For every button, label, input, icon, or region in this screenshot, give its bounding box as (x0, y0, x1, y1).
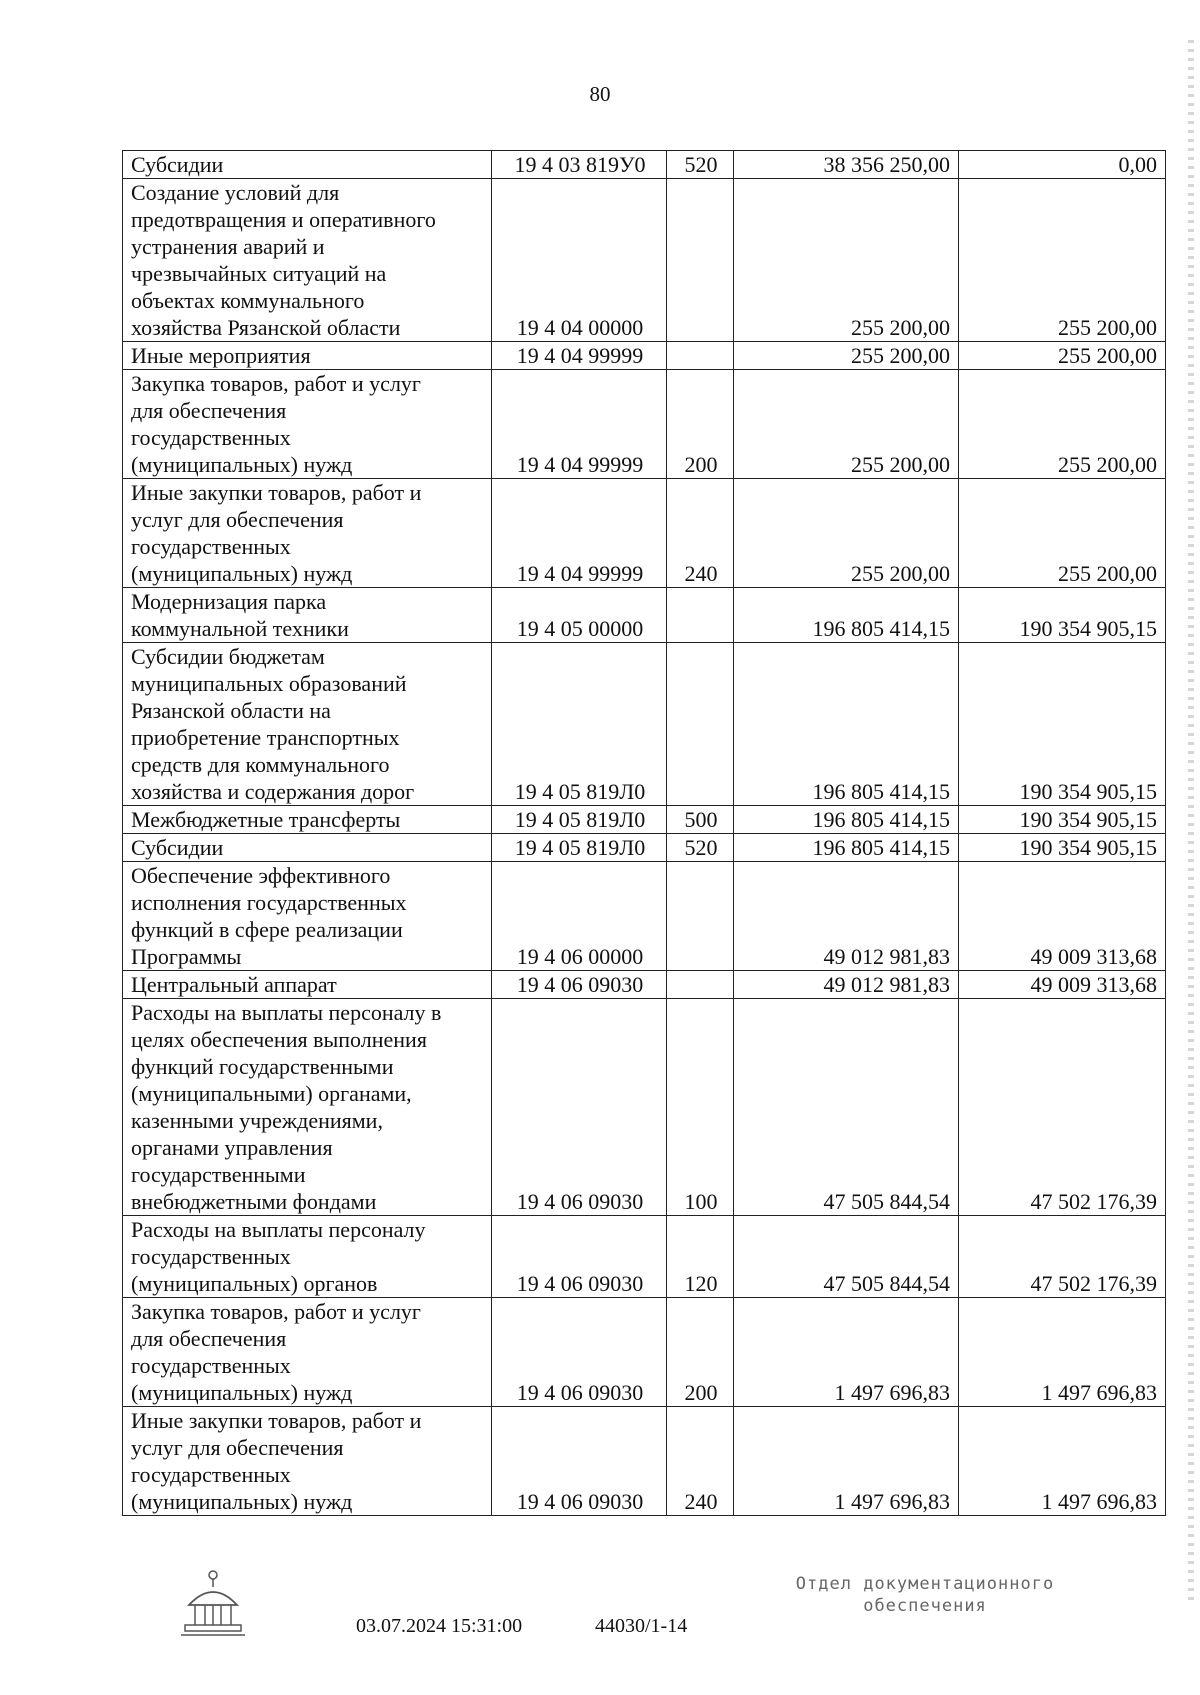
table-row (123, 971, 1166, 999)
row-name (123, 999, 492, 1216)
row-name (123, 179, 492, 342)
row-code: 19 4 05 819Л0 (492, 806, 667, 834)
row-name (123, 479, 492, 588)
table-row (123, 862, 1166, 971)
row-amount-2: 255 200,00 (959, 479, 1166, 588)
row-amount-2: 190 354 905,15 (959, 588, 1166, 643)
budget-table (122, 150, 1166, 1516)
row-amount-1: 196 805 414,15 (734, 588, 959, 643)
row-code: 19 4 04 99999 (492, 342, 667, 370)
row-code: 19 4 06 09030 (492, 1407, 667, 1516)
row-name-text: Иные закупки товаров, работ и услуг для обеспечения государственных (муниципальных) нужд (131, 480, 422, 586)
row-amount-1: 255 200,00 (734, 179, 959, 342)
row-name-text: Модернизация парка коммунальной техники (131, 589, 349, 641)
row-amount-1: 255 200,00 (734, 342, 959, 370)
row-amount-1: 1 497 696,83 (734, 1407, 959, 1516)
row-amount-2: 255 200,00 (959, 342, 1166, 370)
row-amount-1: 196 805 414,15 (734, 806, 959, 834)
row-amount-2: 47 502 176,39 (959, 1216, 1166, 1298)
row-expense-type (667, 971, 734, 999)
row-expense-type (667, 862, 734, 971)
row-expense-type: 200 (667, 1298, 734, 1407)
footer-datetime: 03.07.2024 15:31:00 (356, 1615, 523, 1637)
row-name (123, 862, 492, 971)
row-amount-2: 190 354 905,15 (959, 834, 1166, 862)
table-row (123, 588, 1166, 643)
row-expense-type: 100 (667, 999, 734, 1216)
table-row (123, 342, 1166, 370)
table-row (123, 479, 1166, 588)
row-amount-1: 255 200,00 (734, 479, 959, 588)
row-name (123, 588, 492, 643)
row-code: 19 4 06 09030 (492, 1216, 667, 1298)
row-code: 19 4 04 99999 (492, 370, 667, 479)
row-name-text: Межбюджетные трансферты (131, 807, 401, 832)
row-name-text: Создание условий для предотвращения и оперативного устранения аварий и чрезвычайных ситуаций на объектах коммунального хозяйства Рязанской области (131, 180, 436, 340)
row-expense-type: 200 (667, 370, 734, 479)
table-row (123, 643, 1166, 806)
row-name (123, 806, 492, 834)
row-expense-type (667, 342, 734, 370)
table-row (123, 1407, 1166, 1516)
row-code: 19 4 04 00000 (492, 179, 667, 342)
row-name (123, 1298, 492, 1407)
row-code: 19 4 05 819Л0 (492, 643, 667, 806)
table-row (123, 179, 1166, 342)
row-amount-1: 38 356 250,00 (734, 151, 959, 179)
row-code: 19 4 05 00000 (492, 588, 667, 643)
row-expense-type (667, 179, 734, 342)
stamp-line-2: обеспечения (863, 1596, 987, 1616)
row-name-text: Обеспечение эффективного исполнения государственных функций в сфере реализации Программы (131, 863, 407, 969)
row-name (123, 151, 492, 179)
table-row (123, 999, 1166, 1216)
row-amount-2: 190 354 905,15 (959, 643, 1166, 806)
row-amount-2: 47 502 176,39 (959, 999, 1166, 1216)
row-expense-type (667, 588, 734, 643)
row-amount-2: 49 009 313,68 (959, 971, 1166, 999)
row-amount-1: 196 805 414,15 (734, 834, 959, 862)
row-expense-type: 240 (667, 1407, 734, 1516)
table-row (123, 370, 1166, 479)
table-row (123, 1298, 1166, 1407)
row-amount-1: 47 505 844,54 (734, 1216, 959, 1298)
row-code: 19 4 05 819Л0 (492, 834, 667, 862)
duma-building-icon (181, 1567, 245, 1639)
row-code: 19 4 06 09030 (492, 971, 667, 999)
table-row (123, 806, 1166, 834)
row-name (123, 342, 492, 370)
row-expense-type: 120 (667, 1216, 734, 1298)
row-amount-1: 255 200,00 (734, 370, 959, 479)
table-row (123, 1216, 1166, 1298)
row-name-text: Закупка товаров, работ и услуг для обеспечения государственных (муниципальных) нужд (131, 1299, 421, 1405)
row-amount-1: 1 497 696,83 (734, 1298, 959, 1407)
row-name (123, 1216, 492, 1298)
row-code: 19 4 06 09030 (492, 1298, 667, 1407)
row-code: 19 4 06 09030 (492, 999, 667, 1216)
row-amount-2: 1 497 696,83 (959, 1298, 1166, 1407)
row-amount-2: 255 200,00 (959, 179, 1166, 342)
row-amount-2: 0,00 (959, 151, 1166, 179)
row-name (123, 834, 492, 862)
row-name (123, 1407, 492, 1516)
row-amount-2: 1 497 696,83 (959, 1407, 1166, 1516)
row-amount-1: 49 012 981,83 (734, 971, 959, 999)
stamp-line-1: Отдел документационного (795, 1574, 1055, 1594)
row-code: 19 4 04 99999 (492, 479, 667, 588)
row-name-text: Закупка товаров, работ и услуг для обеспечения государственных (муниципальных) нужд (131, 371, 421, 477)
table-row (123, 834, 1166, 862)
row-name-text: Расходы на выплаты персоналу в целях обеспечения выполнения функций государственными (муниципальными) органами, казенными учреждениями, органами управления государственными внебюджетными фондами (131, 1000, 442, 1214)
row-name-text: Субсидии (131, 835, 224, 860)
row-expense-type: 500 (667, 806, 734, 834)
row-code: 19 4 03 819У0 (492, 151, 667, 179)
row-name-text: Субсидии (131, 152, 224, 177)
row-amount-1: 196 805 414,15 (734, 643, 959, 806)
row-expense-type: 240 (667, 479, 734, 588)
row-amount-1: 49 012 981,83 (734, 862, 959, 971)
row-name (123, 971, 492, 999)
row-expense-type: 520 (667, 151, 734, 179)
row-name-text: Расходы на выплаты персоналу государственных (муниципальных) органов (131, 1217, 426, 1296)
row-amount-2: 190 354 905,15 (959, 806, 1166, 834)
table-body (123, 151, 1166, 1516)
row-expense-type: 520 (667, 834, 734, 862)
row-name-text: Иные закупки товаров, работ и услуг для обеспечения государственных (муниципальных) нужд (131, 1408, 422, 1514)
department-stamp (780, 1573, 1070, 1617)
row-name-text: Центральный аппарат (131, 972, 337, 997)
table-row (123, 151, 1166, 179)
footer-reg-number: 44030/1-14 (595, 1615, 688, 1637)
row-amount-2: 255 200,00 (959, 370, 1166, 479)
row-name (123, 643, 492, 806)
row-name (123, 370, 492, 479)
row-expense-type (667, 643, 734, 806)
page-number: 80 (589, 82, 611, 106)
row-amount-2: 49 009 313,68 (959, 862, 1166, 971)
row-amount-1: 47 505 844,54 (734, 999, 959, 1216)
row-name-text: Субсидии бюджетам муниципальных образований Рязанской области на приобретение транспортных средств для коммунального хозяйства и содержания дорог (131, 644, 415, 804)
scan-edge-artifact (1188, 40, 1194, 1600)
row-code: 19 4 06 00000 (492, 862, 667, 971)
row-name-text: Иные мероприятия (131, 343, 311, 368)
